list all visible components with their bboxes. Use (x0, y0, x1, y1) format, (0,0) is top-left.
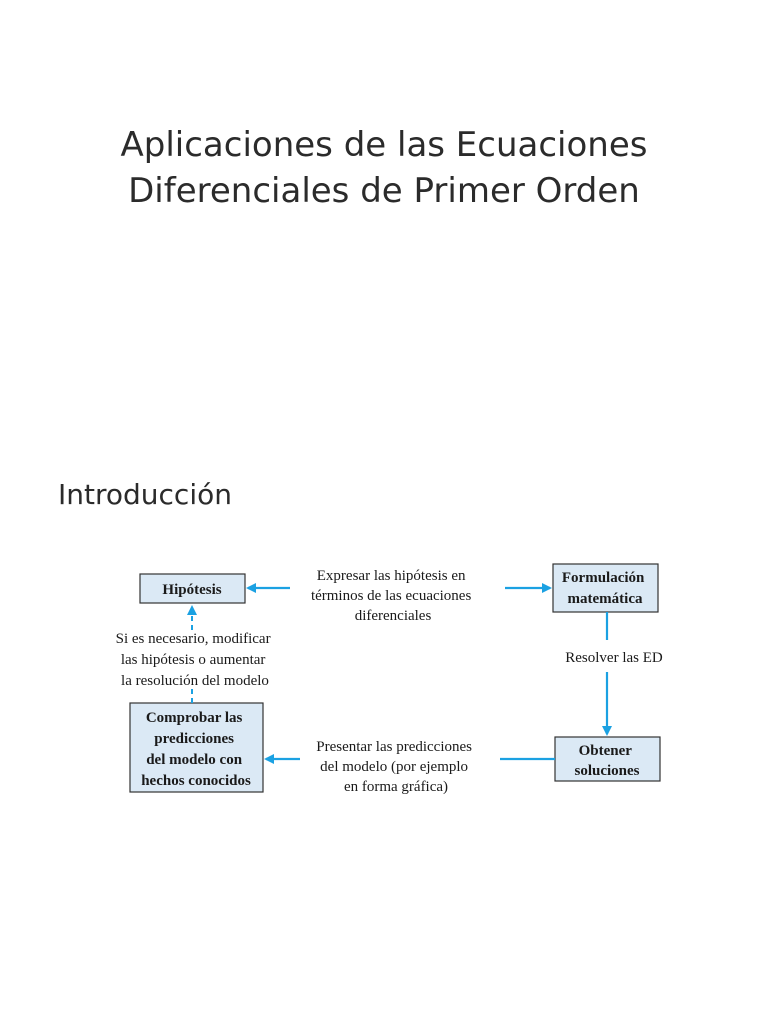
box-comprobar (130, 703, 263, 792)
label-expresar (311, 568, 475, 624)
box-comprobar-line-3: del modelo con (146, 752, 243, 768)
label-resolver-line-1: Resolver las ED (565, 650, 663, 666)
box-hipotesis-line-1: Hipótesis (162, 582, 222, 598)
label-modificar-text (116, 631, 275, 689)
label-modificar-line-1: Si es necesario, modificar (115, 631, 271, 647)
label-resolver (565, 650, 663, 666)
box-comprobar-line-4: hechos conocidos (141, 773, 251, 789)
box-formulacion (553, 564, 658, 612)
box-comprobar-line-2: predicciones (154, 731, 234, 747)
modeling-flow-diagram (0, 540, 768, 820)
label-modificar-line-3: la resolución del modelo (121, 673, 269, 689)
box-formulacion-line-2: matemática (567, 591, 643, 607)
label-presentar-line-2: del modelo (por ejemplo (320, 759, 469, 775)
box-hipotesis (140, 574, 245, 603)
slide-title (0, 122, 768, 214)
label-presentar-line-3: en forma gráfica) (343, 779, 449, 795)
label-expresar-line-1: Expresar las hipótesis en (316, 568, 466, 584)
section-heading: Introducción (58, 478, 232, 511)
box-obtener-line-2: soluciones (574, 763, 640, 779)
label-modificar-line-2: las hipótesis o aumentar (120, 652, 266, 668)
label-resolver-text (565, 650, 663, 666)
label-presentar-line-1: Presentar las predicciones (316, 739, 473, 755)
label-presentar-text (316, 739, 476, 795)
box-hipotesis-text (162, 582, 221, 598)
title-line-2: Diferenciales de Primer Orden (128, 171, 640, 211)
box-comprobar-line-1: Comprobar las (145, 710, 243, 726)
title-line-1: Aplicaciones de las Ecuaciones (120, 125, 648, 165)
label-presentar (316, 739, 476, 795)
label-expresar-line-3: diferenciales (354, 608, 432, 624)
label-modificar (116, 631, 275, 689)
box-obtener (555, 737, 660, 781)
box-formulacion-line-1: Formulación (561, 570, 645, 586)
box-obtener-line-1: Obtener (578, 743, 632, 759)
label-expresar-text (311, 568, 475, 624)
label-expresar-line-2: términos de las ecuaciones (310, 588, 472, 604)
